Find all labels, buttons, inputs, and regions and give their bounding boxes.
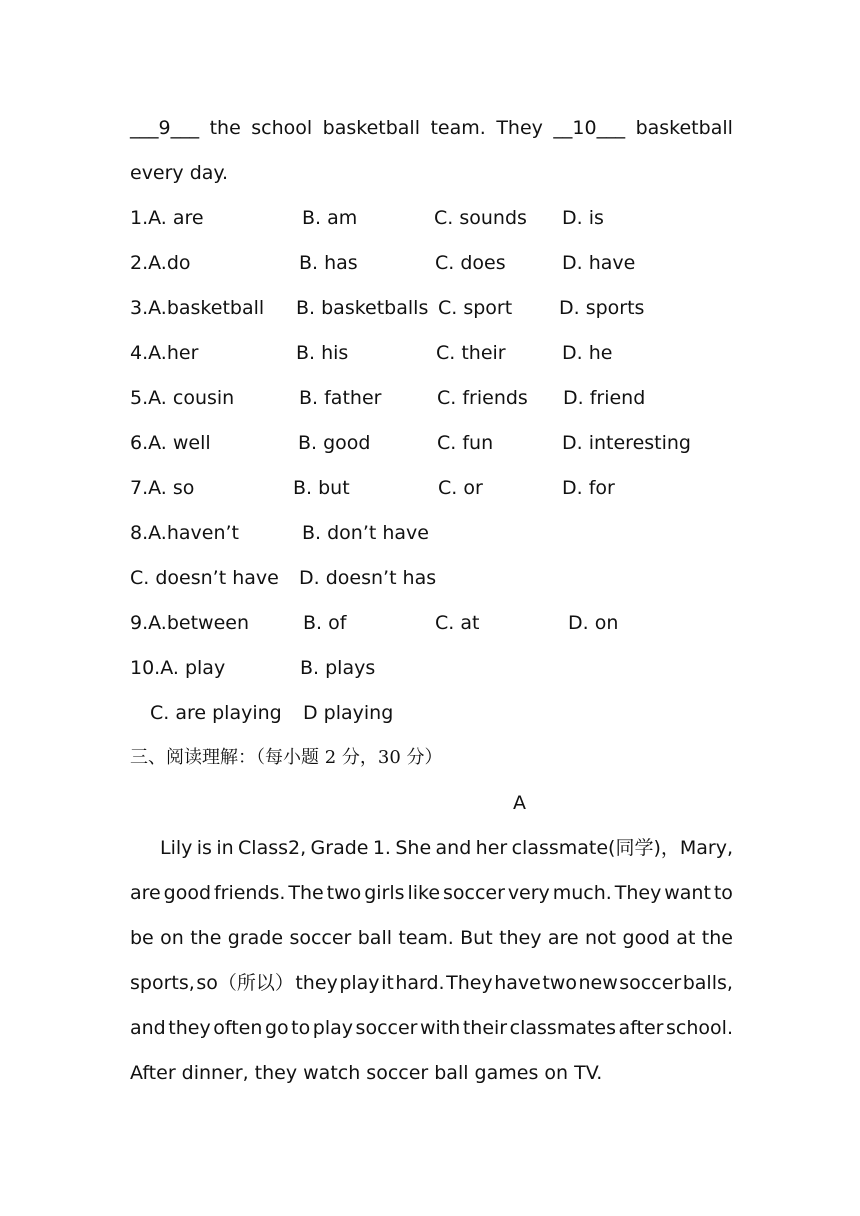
option-5d: D. friend <box>563 387 646 409</box>
passage-word: two <box>326 882 362 904</box>
passage-word: be <box>130 927 154 949</box>
passage-word: soccer <box>442 882 505 904</box>
passage-word: go <box>264 1017 289 1039</box>
option-9b: B. of <box>303 612 347 634</box>
passage-word: on <box>160 927 184 949</box>
option-4c: C. their <box>436 342 506 364</box>
option-3a: 3.A.basketball <box>130 297 265 319</box>
option-3b: B. basketballs <box>296 297 429 319</box>
option-2d: D. have <box>562 252 636 274</box>
option-5b: B. father <box>299 387 382 409</box>
section-heading: 三、阅读理解：（每小题 2 分，30 分） <box>130 747 443 768</box>
passage-word: balls, <box>682 972 733 994</box>
passage-word: sports, <box>130 972 195 994</box>
option-8b: B. don’t have <box>302 522 429 544</box>
option-3c: C. sport <box>438 297 513 319</box>
passage-line-5 <box>130 1016 733 1040</box>
option-8c: C. doesn’t have <box>130 567 279 589</box>
option-4d: D. he <box>562 342 613 364</box>
passage-word: often <box>213 1017 263 1039</box>
passage-word: so（所以） <box>196 972 294 994</box>
passage-word: play <box>312 1017 354 1039</box>
passage-word: and <box>130 1017 166 1039</box>
passage-word: have <box>494 972 541 994</box>
passage-word: Lily <box>160 837 193 859</box>
passage-word: 1. <box>372 837 391 859</box>
word: school <box>251 117 313 139</box>
passage-label: A <box>513 792 526 814</box>
word: basketball <box>322 117 420 139</box>
passage-word: grade <box>227 927 284 949</box>
passage-word: classmate(同学)，Mary, <box>511 837 733 859</box>
passage-word: They <box>614 882 662 904</box>
option-9d: D. on <box>568 612 619 634</box>
cloze-line-1 <box>130 116 733 140</box>
option-8d: D. doesn’t has <box>299 567 437 589</box>
option-6d: D. interesting <box>562 432 691 454</box>
option-2b: B. has <box>299 252 358 274</box>
option-7d: D. for <box>562 477 615 499</box>
passage-word: good <box>163 882 212 904</box>
passage-word: much. <box>552 882 612 904</box>
passage-line-3 <box>130 926 733 950</box>
passage-word: are <box>547 927 579 949</box>
passage-word: like <box>407 882 441 904</box>
passage-word: team. <box>398 927 454 949</box>
option-6c: C. fun <box>437 432 494 454</box>
option-6b: B. good <box>298 432 371 454</box>
passage-word: not <box>585 927 617 949</box>
passage-line-2 <box>130 881 733 905</box>
option-7c: C. or <box>438 477 483 499</box>
passage-word: with <box>420 1017 461 1039</box>
passage-word: girls <box>364 882 405 904</box>
passage-word: soccer <box>355 1017 418 1039</box>
passage-word: and <box>435 837 472 859</box>
passage-word: very <box>507 882 550 904</box>
passage-line-4 <box>130 971 733 995</box>
passage-word: at <box>676 927 696 949</box>
option-4b: B. his <box>296 342 349 364</box>
passage-word: to <box>713 882 733 904</box>
option-10d: D playing <box>303 702 394 724</box>
passage-word: their <box>462 1017 508 1039</box>
word: team. <box>430 117 486 139</box>
passage-word: they <box>499 927 542 949</box>
passage-word: ball <box>357 927 393 949</box>
passage-word: soccer <box>619 972 682 994</box>
passage-word: are <box>130 882 161 904</box>
passage-word: But <box>460 927 493 949</box>
option-10c: C. are playing <box>150 702 282 724</box>
passage-word: her <box>475 837 508 859</box>
passage-word: good <box>622 927 670 949</box>
passage-word: it <box>381 972 394 994</box>
option-4a: 4.A.her <box>130 342 199 364</box>
passage-word: They <box>446 972 493 994</box>
passage-word: to <box>291 1017 311 1039</box>
passage-line-1 <box>160 836 733 860</box>
option-3d: D. sports <box>559 297 645 319</box>
passage-word: She <box>395 837 432 859</box>
option-9c: C. at <box>435 612 480 634</box>
blank-9: ___9___ <box>130 117 200 139</box>
passage-word: they <box>295 972 338 994</box>
option-2c: C. does <box>435 252 506 274</box>
option-1c: C. sounds <box>434 207 527 229</box>
option-10b: B. plays <box>300 657 376 679</box>
word: basketball <box>635 117 733 139</box>
passage-word: want <box>664 882 711 904</box>
passage-word: the <box>190 927 222 949</box>
passage-word: The <box>288 882 324 904</box>
option-10a: 10.A. play <box>130 657 226 679</box>
option-1a: 1.A. are <box>130 207 204 229</box>
passage-word: Grade <box>310 837 369 859</box>
option-7a: 7.A. so <box>130 477 195 499</box>
option-7b: B. but <box>293 477 350 499</box>
passage-word: friends. <box>213 882 286 904</box>
passage-word: new <box>578 972 618 994</box>
option-1d: D. is <box>562 207 604 229</box>
option-1b: B. am <box>302 207 358 229</box>
passage-word: soccer <box>289 927 352 949</box>
word: the <box>209 117 241 139</box>
passage-word: school. <box>666 1017 733 1039</box>
option-5c: C. friends <box>437 387 528 409</box>
passage-word: is <box>196 837 212 859</box>
passage-line-6: After dinner, they watch soccer ball games on TV. <box>130 1062 603 1084</box>
option-5a: 5.A. cousin <box>130 387 235 409</box>
passage-word: they <box>168 1017 211 1039</box>
blank-10: __10___ <box>553 117 626 139</box>
option-8a: 8.A.haven’t <box>130 522 239 544</box>
option-2a: 2.A.do <box>130 252 191 274</box>
passage-word: two <box>542 972 577 994</box>
word: They <box>496 117 543 139</box>
passage-word: Class2, <box>238 837 307 859</box>
option-9a: 9.A.between <box>130 612 249 634</box>
passage-word: after <box>618 1017 664 1039</box>
passage-word: classmates <box>509 1017 617 1039</box>
cloze-line-2: every day. <box>130 162 228 184</box>
passage-word: play <box>339 972 380 994</box>
passage-word: in <box>216 837 234 859</box>
passage-word: the <box>701 927 733 949</box>
passage-word: hard. <box>395 972 445 994</box>
option-6a: 6.A. well <box>130 432 211 454</box>
